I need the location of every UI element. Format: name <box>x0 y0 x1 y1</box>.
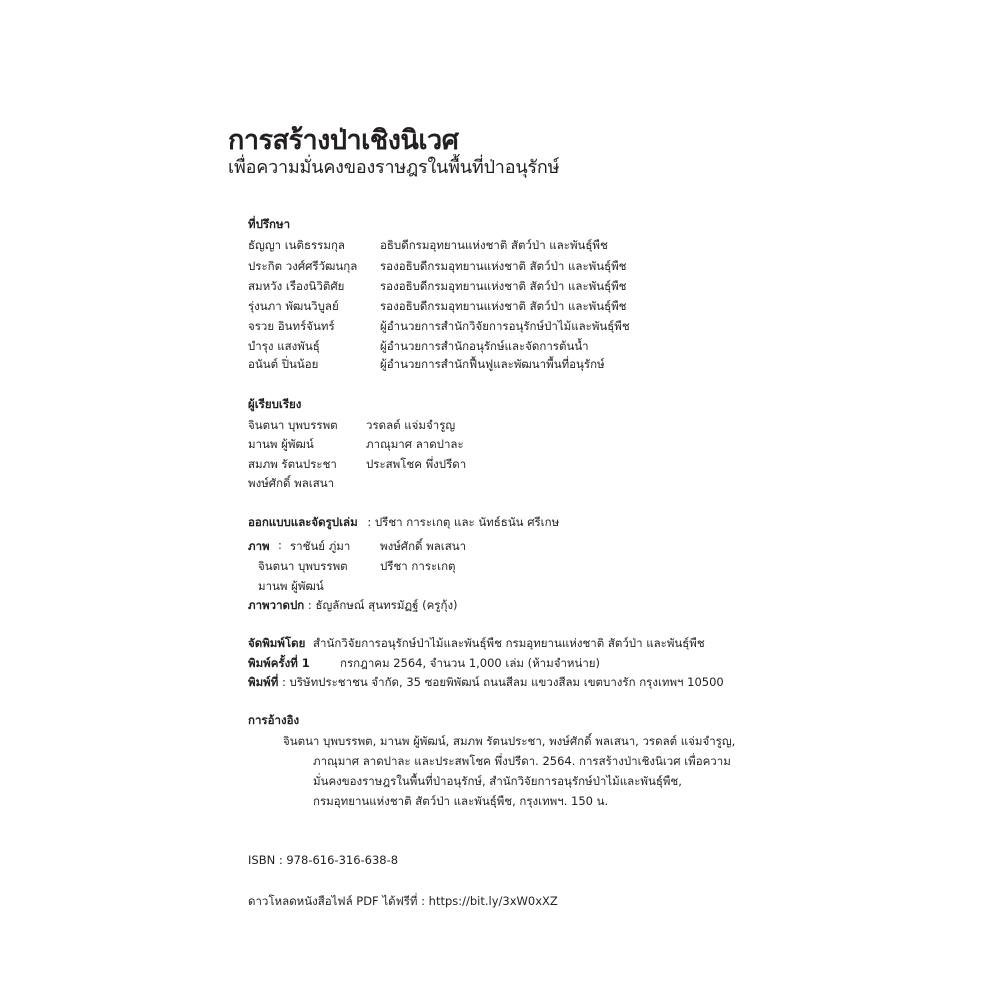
editors-heading: ผู้เรียบเรียง <box>248 397 302 411</box>
edition-label: พิมพ์ครั้งที่ 1 <box>248 656 310 670</box>
advisor-row <box>248 338 589 356</box>
cover-label: ภาพวาดปก <box>248 598 305 612</box>
cover-value: : ธัญลักษณ์ สุนทรมัฏฐ์ (ครูกุ้ง) <box>307 598 458 612</box>
photo-row <box>258 578 324 596</box>
advisor-role: ผู้อำนวยการสำนักอนุรักษ์และจัดการต้นน้ำ <box>380 339 589 353</box>
advisor-name: จรวย อินทร์จันทร์ <box>248 319 335 333</box>
published-by-value: สำนักวิจัยการอนุรักษ์ป่าไม้และพันธุ์พืช กรมอุทยานแห่งชาติ สัตว์ป่า และพันธุ์พืช <box>313 636 705 650</box>
advisor-name: สมหวัง เรืองนิวิติศัย <box>248 279 345 293</box>
editor-row <box>248 436 464 454</box>
photo-left: ราชันย์ ภู่มา <box>290 539 351 553</box>
editor-right: วรดลต์ แจ่มจำรูญ <box>366 418 456 432</box>
photo-row <box>290 538 467 556</box>
photo-row <box>258 558 456 576</box>
advisor-row <box>248 318 630 336</box>
advisor-name: บำรุง แสงพันธุ์ <box>248 339 320 353</box>
advisor-name: รุ่งนภา พัฒนวิบูลย์ <box>248 299 339 313</box>
photos-colon: : <box>278 538 282 552</box>
editor-left: สมภพ รัตนประชา <box>248 457 337 471</box>
photo-right: พงษ์ศักดิ์ พลเสนา <box>380 539 467 553</box>
editor-left: มานพ ผู้พัฒน์ <box>248 437 314 451</box>
advisor-role: รองอธิบดีกรมอุทยานแห่งชาติ สัตว์ป่า และพันธุ์พืช <box>380 299 627 313</box>
isbn: ISBN : 978-616-316-638-8 <box>248 853 399 867</box>
design-label: ออกแบบและจัดรูปเล่ม <box>248 515 358 529</box>
editor-left: จินตนา บุพบรรพต <box>248 418 338 432</box>
citation-line: กรมอุทยานแห่งชาติ สัตว์ป่า และพันธุ์พืช, กรุงเทพฯ. 150 น. <box>313 794 609 808</box>
advisor-role: อธิบดีกรมอุทยานแห่งชาติ สัตว์ป่า และพันธุ์พืช <box>380 238 608 252</box>
editor-right: ภาณุมาศ ลาดปาละ <box>366 437 464 451</box>
editor-right: ประสพโชค พึ่งปรีดา <box>366 457 467 471</box>
printer-value: : บริษัทประชาชน จำกัด, 35 ซอยพิพัฒน์ ถนนสีลม แขวงสีลม เขตบางรัก กรุงเทพฯ 10500 <box>281 675 724 689</box>
photo-left: มานพ ผู้พัฒน์ <box>258 579 324 593</box>
published-by-label: จัดพิมพ์โดย <box>248 636 306 650</box>
editor-row <box>248 475 334 493</box>
citation-line: มั่นคงของราษฎรในพื้นที่ป่าอนุรักษ์, สำนักวิจัยการอนุรักษ์ป่าไม้และพันธุ์พืช, <box>313 774 682 788</box>
book-subtitle: เพื่อความมั่นคงของราษฎรในพื้นที่ป่าอนุรักษ์ <box>228 157 560 178</box>
download-link-text: ดาวโหลดหนังสือไฟล์ PDF ได้ฟรีที่ : https://bit.ly/3xW0xXZ <box>248 894 558 908</box>
advisor-row <box>248 258 627 276</box>
advisor-role: รองอธิบดีกรมอุทยานแห่งชาติ สัตว์ป่า และพันธุ์พืช <box>380 259 627 273</box>
edition-value: กรกฎาคม 2564, จำนวน 1,000 เล่ม (ห้ามจำหน่าย) <box>340 656 601 670</box>
book-title: การสร้างป่าเชิงนิเวศ <box>228 125 459 156</box>
design-value: : ปรีชา การะเกตุ และ นัทธ์ธนัน ศรีเกษ <box>367 515 560 529</box>
advisor-name: ประกิต วงศ์ศรีวัฒนกุล <box>248 259 358 273</box>
advisor-role: ผู้อำนวยการสำนักวิจัยการอนุรักษ์ป่าไม้และพันธุ์พืช <box>380 319 630 333</box>
design-credit <box>248 514 559 532</box>
citation-heading: การอ้างอิง <box>248 713 300 727</box>
advisor-name: ธัญญา เนติธรรมกุล <box>248 238 345 252</box>
citation-line: จินตนา บุพบรรพต, มานพ ผู้พัฒน์, สมภพ รัตนประชา, พงษ์ศักดิ์ พลเสนา, วรดลต์ แจ่มจำรูญ, <box>283 734 736 748</box>
citation-line: ภาณุมาศ ลาดปาละ และประสพโชค พึ่งปรีดา. 2564. การสร้างป่าเชิงนิเวศ เพื่อความ <box>313 754 731 768</box>
advisor-role: รองอธิบดีกรมอุทยานแห่งชาติ สัตว์ป่า และพันธุ์พืช <box>380 279 627 293</box>
editor-left: พงษ์ศักดิ์ พลเสนา <box>248 476 335 490</box>
photo-left: จินตนา บุพบรรพต <box>258 559 348 573</box>
editor-row <box>248 417 456 435</box>
advisor-row <box>248 298 627 316</box>
editor-row <box>248 456 467 474</box>
cover-credit <box>248 597 458 615</box>
photo-right: ปรีชา การะเกตุ <box>380 559 456 573</box>
photos-label: ภาพ <box>248 539 270 553</box>
printer-label: พิมพ์ที่ <box>248 675 279 689</box>
advisor-row <box>248 237 608 255</box>
printer-credit <box>248 674 724 692</box>
advisors-heading: ที่ปรึกษา <box>248 217 291 231</box>
advisor-role: ผู้อำนวยการสำนักฟื้นฟูและพัฒนาพื้นที่อนุรักษ์ <box>380 357 605 371</box>
advisor-name: อนันต์ ปิ่นน้อย <box>248 357 319 371</box>
advisor-row <box>248 356 605 374</box>
advisor-row <box>248 278 627 296</box>
